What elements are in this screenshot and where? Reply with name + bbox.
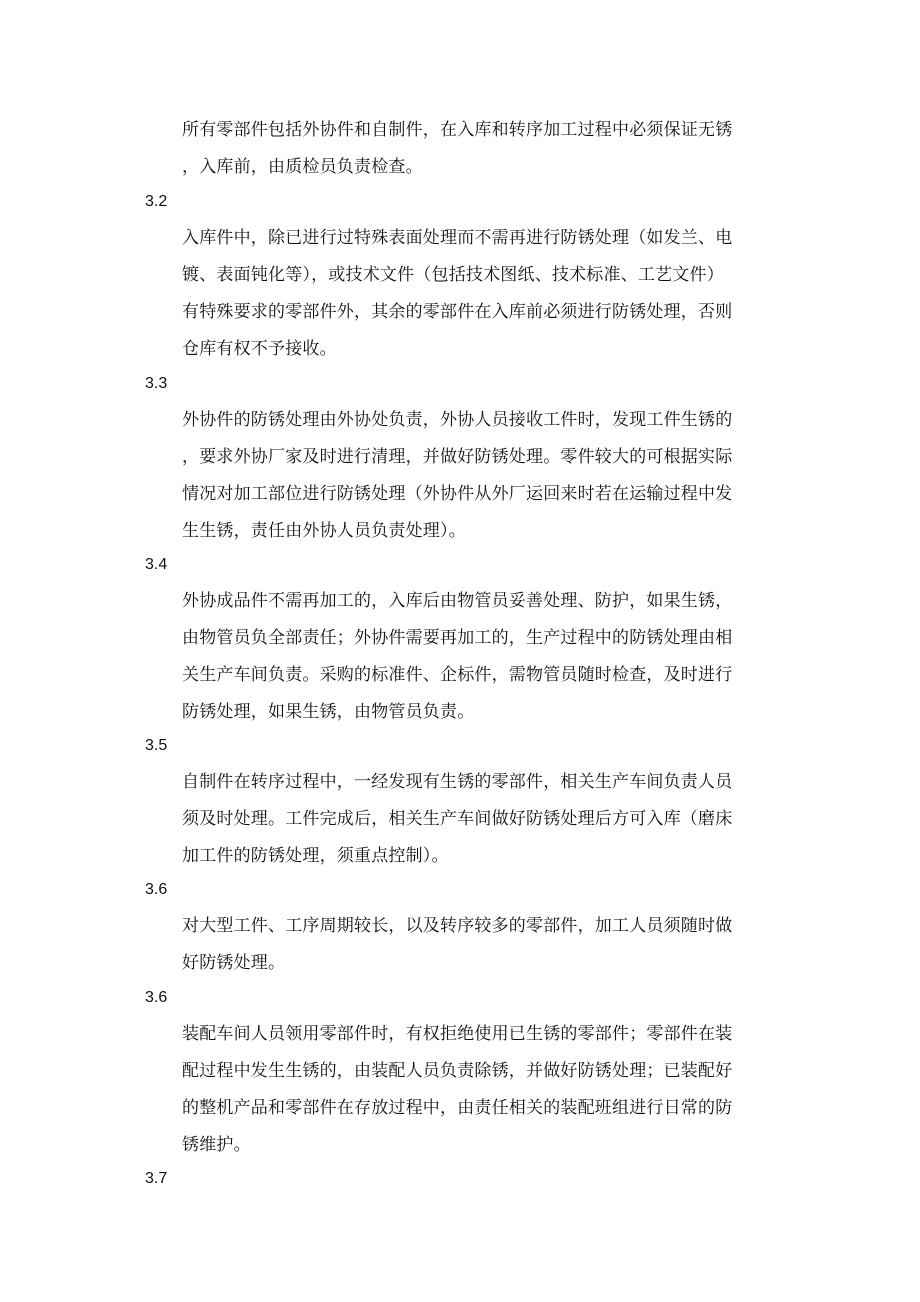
paragraph-line: 有特殊要求的零部件外，其余的零部件在入库前必须进行防锈处理，否则 — [182, 302, 733, 322]
paragraph-line: 对大型工件、工序周期较长，以及转序较多的零部件，加工人员须随时做 — [182, 916, 733, 936]
paragraph-line: 配过程中发生生锈的，由装配人员负责除锈，并做好防锈处理；已装配好 — [182, 1061, 733, 1081]
paragraph-line: 须及时处理。工件完成后，相关生产车间做好防锈处理后方可入库（磨床 — [182, 809, 733, 829]
paragraph-line: 防锈处理，如果生锈，由物管员负责。 — [182, 702, 475, 722]
paragraph-line: 入库件中，除已进行过特殊表面处理而不需再进行防锈处理（如发兰、电 — [182, 228, 733, 248]
paragraph-1 — [182, 112, 780, 186]
paragraph-line: 自制件在转序过程中，一经发现有生锈的零部件，相关生产车间负责人员 — [182, 772, 733, 792]
paragraph-line: 生生锈，责任由外协人员负责处理）。 — [182, 521, 466, 541]
paragraph-6 — [182, 908, 780, 982]
section-number-3-3: 3.3 — [145, 375, 168, 392]
paragraph-line: ，入库前，由质检员负责检查。 — [182, 157, 423, 177]
paragraph-line: 仓库有权不予接收。 — [182, 339, 337, 359]
paragraph-line: 外协件的防锈处理由外协处负责，外协人员接收工件时，发现工件生锈的 — [182, 410, 733, 430]
paragraph-7 — [182, 1016, 780, 1164]
section-number-3-6: 3.6 — [145, 881, 168, 898]
paragraph-line: 外协成品件不需再加工的，入库后由物管员妥善处理、防护，如果生锈， — [182, 591, 733, 611]
paragraph-line: 由物管员负全部责任；外协件需要再加工的，生产过程中的防锈处理由相 — [182, 628, 733, 648]
paragraph-line: 情况对加工部位进行防锈处理（外协件从外厂运回来时若在运输过程中发 — [182, 484, 733, 504]
paragraph-4 — [182, 583, 780, 731]
section-number-3-7: 3.7 — [145, 1170, 168, 1187]
section-number-3-6-repeat: 3.6 — [145, 989, 168, 1006]
paragraph-3 — [182, 402, 780, 550]
paragraph-line: ，要求外协厂家及时进行清理，并做好防锈处理。零件较大的可根据实际 — [182, 447, 733, 467]
paragraph-line: 加工件的防锈处理，须重点控制）。 — [182, 846, 449, 866]
paragraph-2 — [182, 220, 780, 368]
paragraph-line: 关生产车间负责。采购的标准件、企标件，需物管员随时检查，及时进行 — [182, 665, 733, 685]
paragraph-line: 的整机产品和零部件在存放过程中，由责任相关的装配班组进行日常的防 — [182, 1098, 733, 1118]
paragraph-line: 好防锈处理。 — [182, 953, 286, 973]
section-number-3-4: 3.4 — [145, 556, 168, 573]
section-number-3-5: 3.5 — [145, 737, 168, 754]
paragraph-line: 所有零部件包括外协件和自制件，在入库和转序加工过程中必须保证无锈 — [182, 120, 733, 140]
paragraph-line: 锈维护。 — [182, 1135, 251, 1155]
section-number-3-2: 3.2 — [145, 193, 168, 210]
paragraph-line: 装配车间人员领用零部件时，有权拒绝使用已生锈的零部件；零部件在装 — [182, 1024, 733, 1044]
paragraph-line: 镀、表面钝化等），或技术文件（包括技术图纸、技术标准、工艺文件） — [182, 265, 724, 285]
paragraph-5 — [182, 764, 780, 875]
